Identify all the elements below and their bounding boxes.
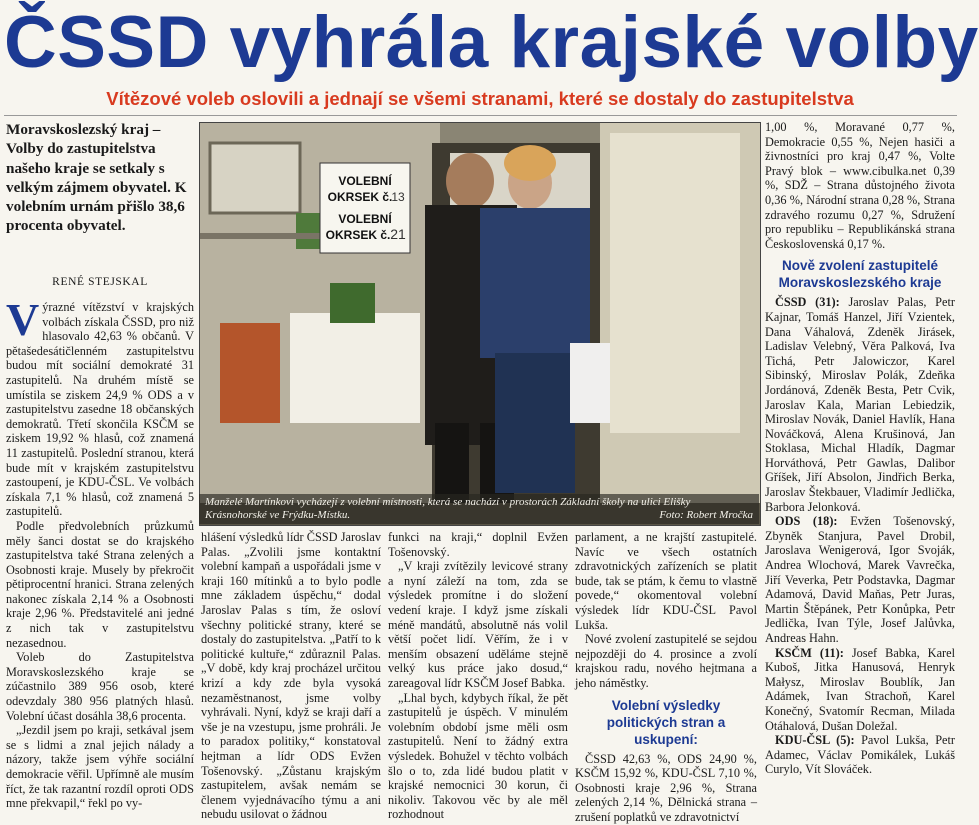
drop-cap: V — [6, 294, 40, 345]
divider — [4, 115, 957, 116]
svg-text:VOLEBNÍ: VOLEBNÍ — [338, 212, 392, 226]
paragraph: „Lhal bych, kdybych říkal, že pět zastupitelů je úspěch. V minulém volebním období jsme měli osm zastupitelů. Není to žádný extra výsledek. Bohužel v těchto volbách šlo o to, zda lidé budou platit v krajské nemocnici 30 korun, či nikoliv. Takovou věc by ale měl rozhodnout — [388, 690, 568, 822]
elected-ods: ODS (18): Evžen Tošenovský, Zbyněk Stanjura, Pavel Drobil, Jaroslava Wenigerová, Igor Svoják, Andrea Wlochová, Marek Vavrečka, Jiří Veverka, Petr Podstavka, Dagmar Adamová, David Maňas, Petr Juras, Martin Štěpánek, Petr Konůpka, Petr Jedlička, Ivan Týle, Josef Jalůvka, Andreas Hahn. — [765, 514, 955, 645]
paragraph: Nové zvolení zastupitelé se sejdou nejpozději do 4. prosince a zvolí krajskou radu, nového hejtmana a jeho náměstky. — [575, 632, 757, 690]
photo-caption: Manželé Martínkovi vycházejí z volební místnosti, která se nachází v prostorách Základní školy na ulici Elišky Krásnohorské ve Frýdku-Místku. Foto: Robert Mročka — [199, 494, 759, 524]
paragraph: Voleb do Zastupitelstva Moravskoslezského kraje se zúčastnilo 389 956 osob, které odevzdaly 380 956 platných hlasů. Volební účast dosáhla 38,6 procenta. — [6, 650, 194, 723]
svg-text:OKRSEK č.: OKRSEK č. — [325, 228, 391, 242]
results-heading: Volební výsledky politických stran a uskupení: — [606, 697, 726, 747]
paragraph: Výrazné vítězství v krajských volbách získala ČSSD, pro niž hlasovalo 42,63 % občanů. V pětašedesátičlenném zastupitelstvu budou mít sociální demokraté 31 zastupitelů. Na druhém místě se umístila se ziskem 24,9 % ODS a v zastupitelstvu zasedne 18 občanských demokratů. Třetí skončila KSČM se ziskem 19,92 % hlasů, což znamená 11 zastupitelů. Poslední stranou, která bude mít v krajském zastupitelstvu zastoupení, je KDU-ČSL. Ve volbách získala 7,1 % hlasů, což znamená 5 zastupitelů. — [6, 294, 194, 519]
elected-kdu: KDU-ČSL (5): Pavol Lukša, Petr Adamec, Václav Pomikálek, Lukáš Curylo, Vít Slováček. — [765, 733, 956, 777]
headline: ČSSD vyhrála krajské volby — [4, 2, 979, 83]
svg-text:VOLEBNÍ: VOLEBNÍ — [338, 174, 392, 188]
elected-kscm: KSČM (11): Josef Babka, Karel Kuboš, Jitka Hanusová, Henryk Małysz, Miroslav Boublík, Jan Adámek, Ivan Strachoň, Karel Konečný, Svatomír Recman, Milada Otáhalová, Dušan Doležal. — [765, 645, 955, 733]
news-photo — [199, 122, 761, 526]
subheadline: Vítězové voleb oslovili a jednají se všemi stranami, které se dostaly do zastupitelstva — [106, 88, 854, 109]
elected-heading: Nově zvolení zastupitelé Moravskoslezského kraje — [778, 258, 942, 291]
results-continued: 1,00 %, Moravané 0,77 %, Demokracie 0,55 %, Nejen hasiči a živnostníci pro kraj 0,47 %, Volte Pravý blok – www.cibulka.net 0,39 %, SDŽ – Strana důstojného života 0,36 %, Národní strana 0,28 %, Strana zdravého rozumu 0,27 %, Sdružení pro republiku – Republikánská strana Československá 0,17 %. — [765, 120, 955, 251]
column-1 — [6, 294, 194, 811]
paragraph: „Jezdil jsem po kraji, setkával jsem se s lidmi a znal jejich nálady a názory, takže jsem výhře sociální demokracie věřil. Upřímně ale musím říct, že tak razantní rozdíl oproti ODS mne překvapil,“ řekl po vy- — [6, 723, 194, 811]
paragraph: funkci na kraji,“ doplnil Evžen Tošenovský. — [388, 530, 568, 559]
column-3 — [388, 530, 568, 822]
paragraph: Podle předvolebních průzkumů měly šanci dostat se do krajského zastupitelstva také Strana zelených a Osobnosti kraje. Musely by překročit pětiprocentní hranici. Strana zelených nakonec získala 2,14 % a Osobnosti kraje 2,96 %. Představitelé ani jedné z nich tak v zastupitelstvu nezasednou. — [6, 518, 194, 650]
svg-text:13: 13 — [391, 190, 405, 204]
column-2 — [201, 530, 381, 822]
column-4 — [575, 530, 757, 824]
svg-text:21: 21 — [390, 226, 406, 242]
photo-credit: Foto: Robert Mročka — [659, 509, 753, 521]
paragraph: hlášení výsledků lídr ČSSD Jaroslav Palas. „Zvolili jsme kontaktní volební kampaň a uspořádali jsme v kraji 160 mítinků a to bylo podle mne základem úspěchu,“ dodal Jaroslav Palas s tím, že osloví všechny politické strany, které se dostaly do zastupitelstva. „Patří to k politické kultuře,“ zdůraznil Palas. „V době, kdy kraj procházel určitou krizí a kdy zde byla vysoká nezaměstnanost, jsme volby vyhrávali. Nyní, když se kraji daří a vše je na vzestupu, jsme prohráli. Je to paradox politiky,“ konstatoval hejtman a lídr ODS Evžen Tošenovský. „Zůstanu krajským zastupitelem, avšak nemám se členem vyjednávacího týmu a ani nebudu usilovat o žádnou — [201, 530, 381, 822]
svg-text:OKRSEK č.: OKRSEK č. — [327, 190, 393, 204]
byline: RENÉ STEJSKAL — [52, 276, 148, 288]
results-text: ČSSD 42,63 %, ODS 24,90 %, KSČM 15,92 %, KDU-ČSL 7,10 %, Osobnosti kraje 2,96 %, Strana zelených 2,14 %, Dělnická strana – zrušení poplatků ve zdravotnictví — [575, 751, 757, 824]
elected-cssd: ČSSD (31): Jaroslav Palas, Petr Kajnar, Tomáš Hanzel, Jiří Vzientek, Dana Váhalová, Zdeněk Jirásek, Ladislav Velebný, Věra Palková, Iva Tichá, Petr Jalowiczor, Karel Sibinský, Miroslav Polák, Zdeňka Jordánová, Zdeněk Besta, Petr Cvik, Jaroslav Kala, Marian Lebiedzik, Miroslav Novák, Daniel Havlík, Hana Nováčková, Alena Krušinová, Jan Stoklasa, Michal Hladík, Dagmar Horváthová, Petr Gawlas, Dalibor Gříšek, Jiří Absolon, Jindřich Berka, Jaroslav Štekbauer, Vladimír Jedlička, Barbora Jelonková. — [765, 295, 955, 514]
lead-paragraph: Moravskoslezský kraj – Volby do zastupitelstva našeho kraje se setkaly s velkým zájmem obyvatel. K volebním urnám přišlo 38,6 procenta obyvatel. — [6, 121, 187, 235]
paragraph: parlament, a ne krajští zastupitelé. Navíc ve všech ostatních zdravotnických zařízeních se platit bude, tak se ptám, k čemu to vlastně povede,“ okomentoval volební výsledek lídr KDU-ČSL Pavol Lukša. — [575, 530, 757, 632]
paragraph: „V kraji zvítězily levicové strany a nyní záleží na tom, zda se výsledek promítne i do složení vedení kraje. I když jsme získali méně mandátů, absolutně nás volil větší počet lidí. Věřím, že i v menším obsazení uděláme stejně velký kus práce jako dosud,“ zareagoval lídr KSČM Josef Babka. — [388, 559, 568, 690]
column-5 — [765, 120, 955, 800]
